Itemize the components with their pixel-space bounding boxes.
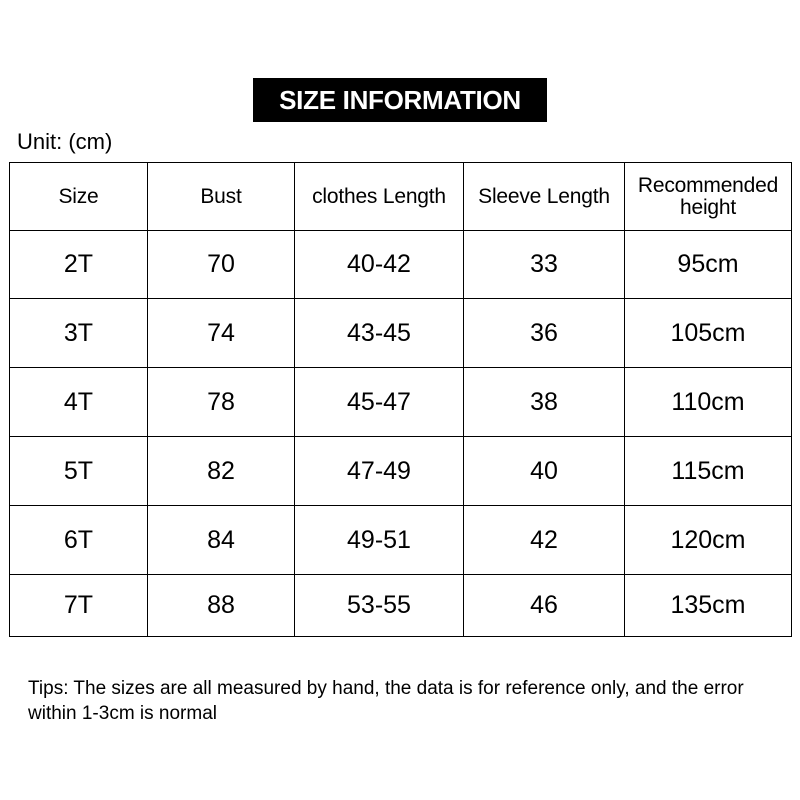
cell-bust: 78 xyxy=(148,368,295,437)
cell-recommended-height: 120cm xyxy=(625,506,792,575)
cell-clothes-length: 43-45 xyxy=(295,299,464,368)
header-bust: Bust xyxy=(148,163,295,231)
header-size: Size xyxy=(10,163,148,231)
page-title: SIZE INFORMATION xyxy=(253,78,547,122)
cell-recommended-height: 135cm xyxy=(625,575,792,637)
table-row xyxy=(10,506,792,575)
cell-sleeve-length: 46 xyxy=(464,575,625,637)
cell-bust: 70 xyxy=(148,231,295,299)
cell-recommended-height: 95cm xyxy=(625,231,792,299)
header-clothes-length: clothes Length xyxy=(295,163,464,231)
cell-sleeve-length: 36 xyxy=(464,299,625,368)
cell-bust: 82 xyxy=(148,437,295,506)
header-recommended-height: Recommended height xyxy=(625,163,792,231)
cell-size: 5T xyxy=(10,437,148,506)
table-header-row xyxy=(10,163,792,231)
cell-clothes-length: 40-42 xyxy=(295,231,464,299)
cell-size: 7T xyxy=(10,575,148,637)
cell-sleeve-length: 38 xyxy=(464,368,625,437)
cell-recommended-height: 110cm xyxy=(625,368,792,437)
table-row xyxy=(10,437,792,506)
table-row xyxy=(10,231,792,299)
unit-label: Unit: (cm) xyxy=(17,129,113,154)
table-row xyxy=(10,368,792,437)
cell-clothes-length: 49-51 xyxy=(295,506,464,575)
cell-clothes-length: 47-49 xyxy=(295,437,464,506)
cell-clothes-length: 53-55 xyxy=(295,575,464,637)
cell-size: 4T xyxy=(10,368,148,437)
cell-size: 6T xyxy=(10,506,148,575)
cell-bust: 88 xyxy=(148,575,295,637)
tips-note: Tips: The sizes are all measured by hand, the data is for reference only, and the error within 1-3cm is normal xyxy=(28,678,744,724)
header-sleeve-length: Sleeve Length xyxy=(464,163,625,231)
cell-clothes-length: 45-47 xyxy=(295,368,464,437)
cell-recommended-height: 105cm xyxy=(625,299,792,368)
table-row xyxy=(10,575,792,637)
cell-sleeve-length: 42 xyxy=(464,506,625,575)
cell-recommended-height: 115cm xyxy=(625,437,792,506)
cell-bust: 84 xyxy=(148,506,295,575)
cell-sleeve-length: 33 xyxy=(464,231,625,299)
cell-size: 3T xyxy=(10,299,148,368)
size-table xyxy=(9,162,792,637)
table-row xyxy=(10,299,792,368)
cell-bust: 74 xyxy=(148,299,295,368)
cell-size: 2T xyxy=(10,231,148,299)
cell-sleeve-length: 40 xyxy=(464,437,625,506)
